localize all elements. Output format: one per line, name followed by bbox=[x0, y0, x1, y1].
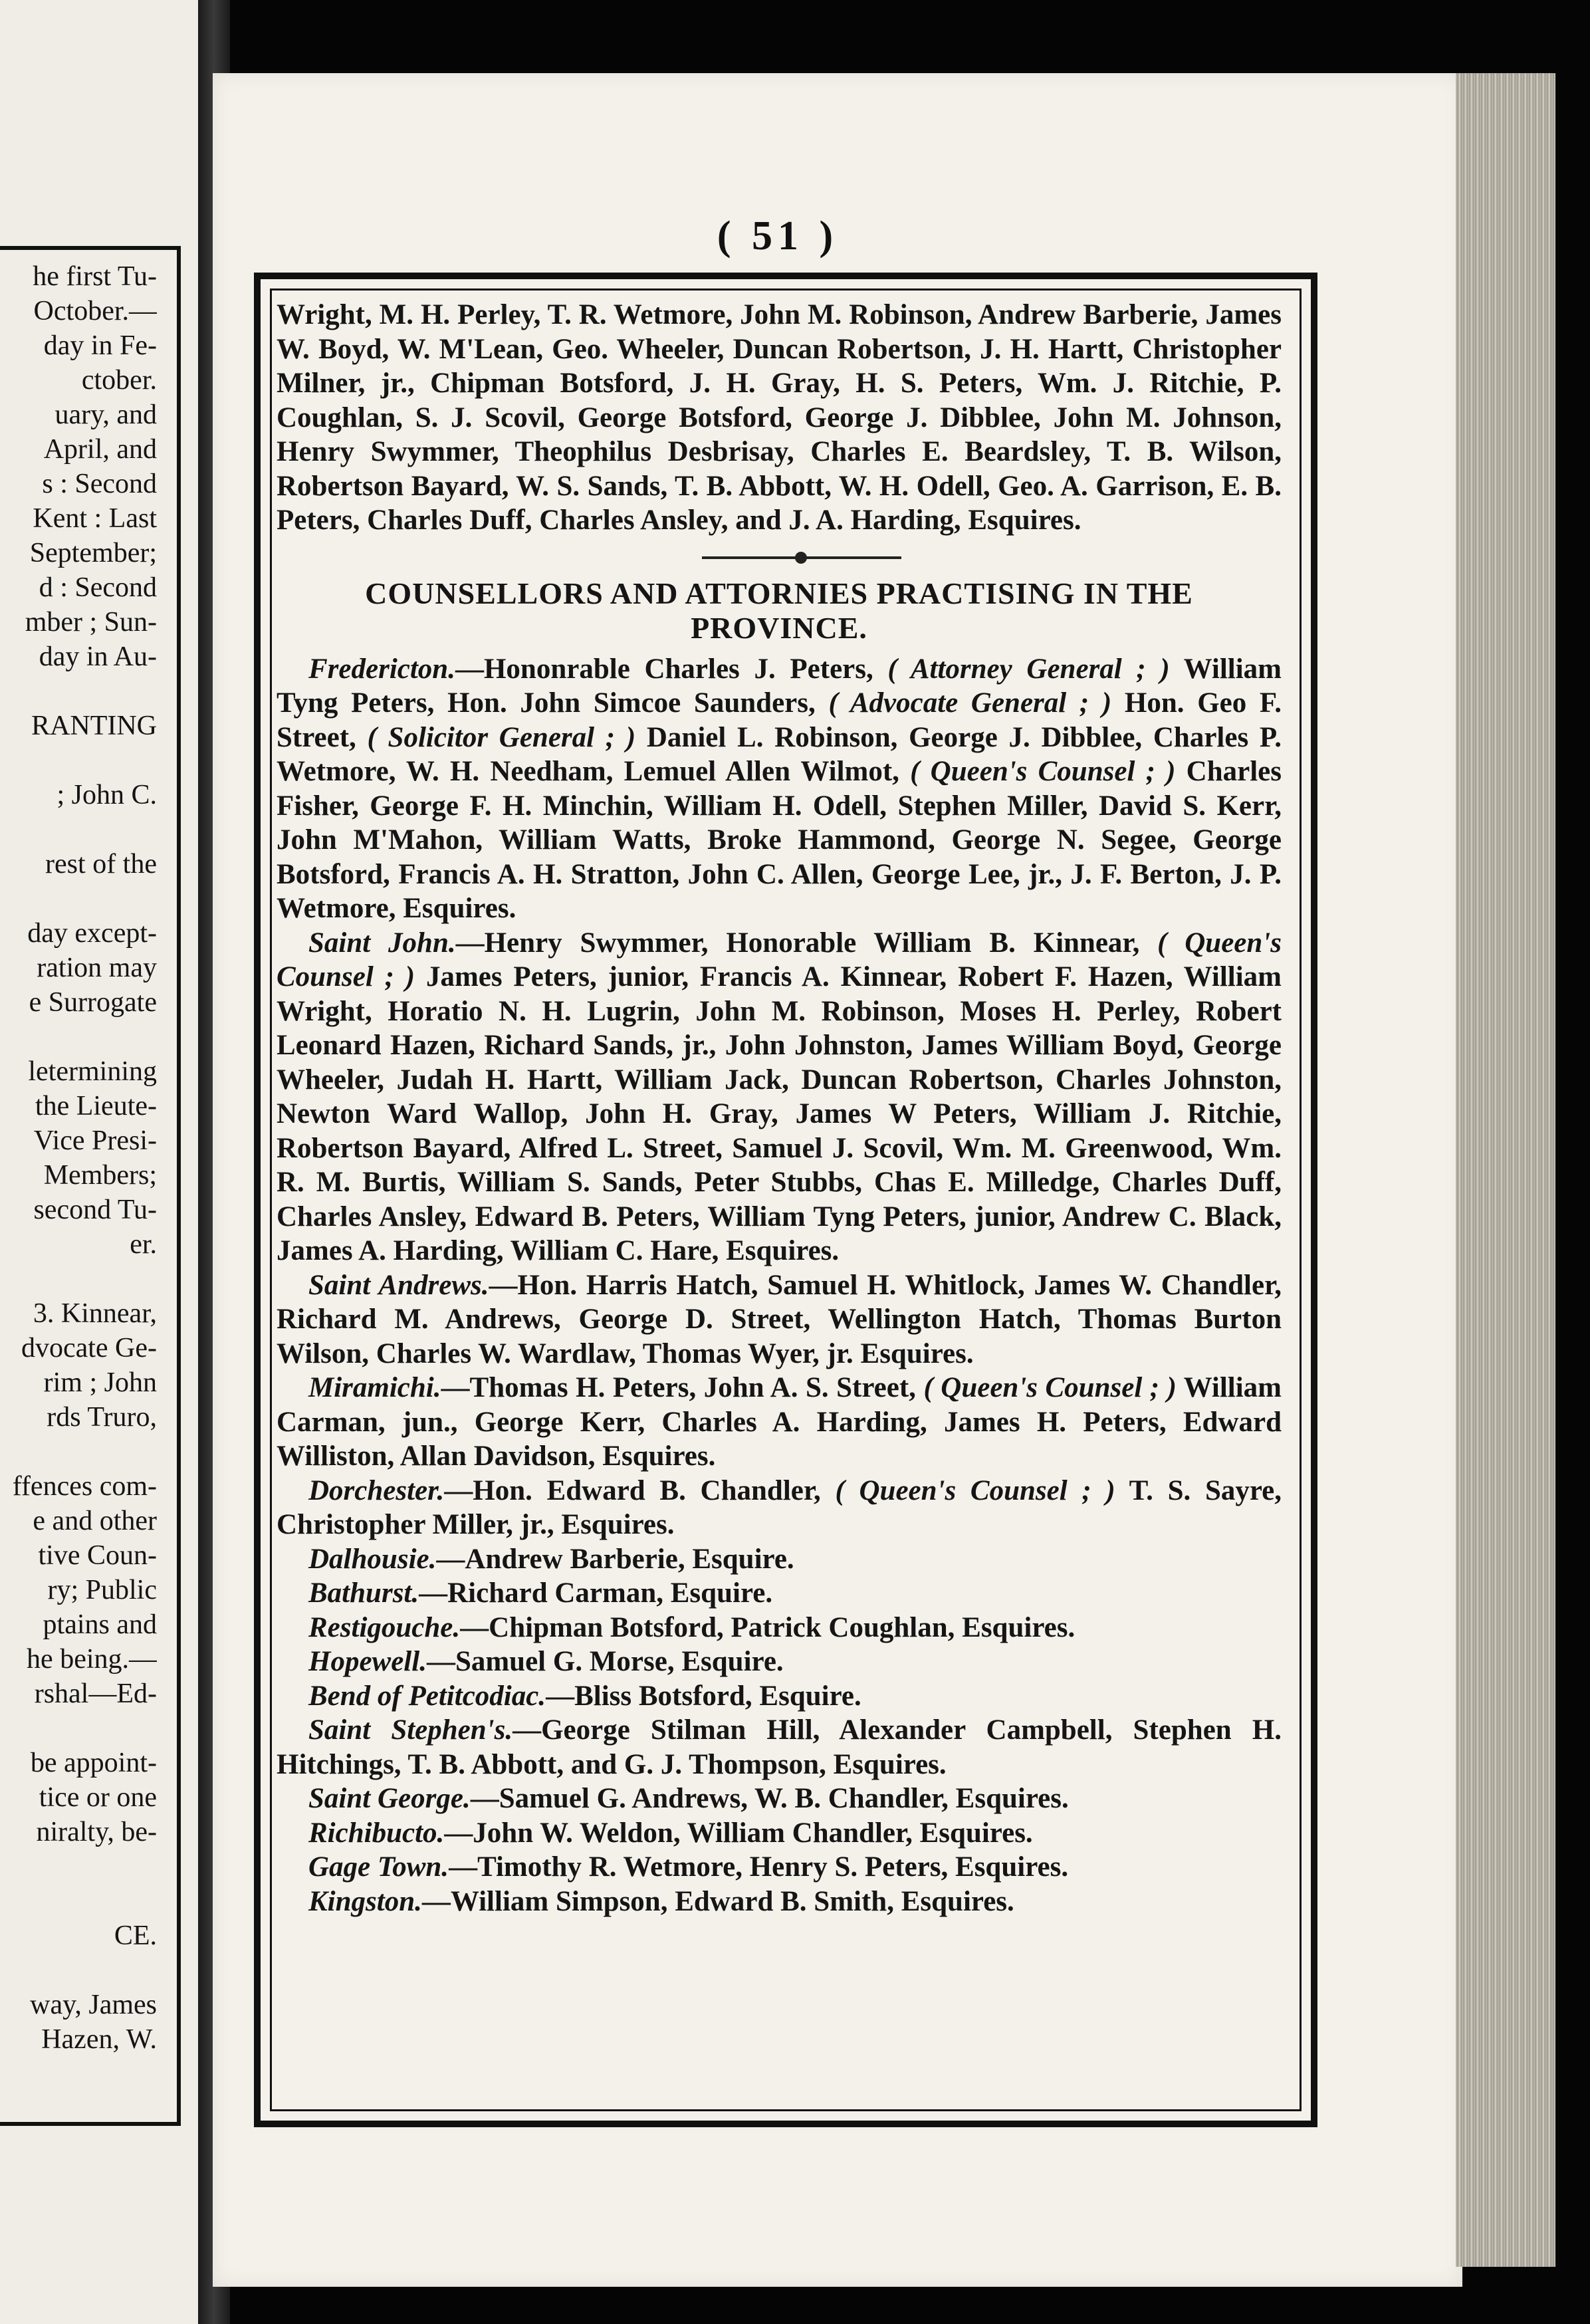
office-title: ( Queen's Counsel ; ) bbox=[277, 927, 1282, 992]
entry-text: —John W. Weldon, William Chandler, Esquires. bbox=[444, 1817, 1033, 1849]
facing-page bbox=[0, 0, 198, 2324]
counsellor-list bbox=[277, 652, 1282, 1919]
office-title: ( Queen's Counsel ; ) bbox=[910, 756, 1176, 787]
locality-entry bbox=[277, 1713, 1282, 1782]
facing-page-line: ffences com- bbox=[12, 1471, 157, 1502]
entry-text: T. S. Sayre, Christopher Miller, jr., Esquires. bbox=[277, 1474, 1282, 1540]
facing-page-line: ctober. bbox=[81, 365, 157, 396]
entry-text: —William Simpson, Edward B. Smith, Esquires. bbox=[421, 1885, 1014, 1917]
facing-page-line: September; bbox=[29, 538, 157, 568]
locality-name: Kingston. bbox=[308, 1885, 422, 1917]
facing-page-line: s : Second bbox=[42, 469, 157, 499]
entry-text: —Chipman Botsford, Patrick Coughlan, Esquires. bbox=[460, 1611, 1076, 1643]
facing-page-line: er. bbox=[130, 1229, 157, 1260]
entry-text: William Tyng Peters, Hon. John Simcoe Saunders, bbox=[277, 653, 1282, 719]
facing-page-line: rshal—Ed- bbox=[34, 1679, 157, 1709]
entry-text: —Hononrable Charles J. Peters, bbox=[455, 653, 888, 685]
entry-text: —Samuel G. Andrews, W. B. Chandler, Esquires. bbox=[470, 1783, 1069, 1814]
locality-entry bbox=[277, 1576, 1282, 1611]
facing-page-line: ptains and bbox=[43, 1609, 157, 1640]
facing-page-line: October.— bbox=[33, 296, 157, 326]
page-number: ( 51 ) bbox=[717, 213, 839, 259]
office-title: ( Advocate General ; ) bbox=[828, 687, 1112, 719]
locality-name: Miramichi. bbox=[308, 1372, 441, 1403]
facing-page-line: dvocate Ge- bbox=[21, 1333, 157, 1363]
facing-page-line: e and other bbox=[33, 1506, 157, 1536]
facing-page-line: uary, and bbox=[55, 400, 157, 430]
facing-page-line bbox=[0, 743, 157, 778]
entry-text: —Bliss Botsford, Esquire. bbox=[546, 1680, 861, 1712]
locality-entry bbox=[277, 1371, 1282, 1474]
locality-name: Saint John. bbox=[308, 927, 456, 959]
facing-page-line: tive Coun- bbox=[38, 1540, 157, 1571]
entry-text: Daniel L. Robinson, George J. Dibblee, Charles P. Wetmore, W. H. Needham, Lemuel Allen Wilmot, bbox=[277, 721, 1282, 787]
facing-page-line bbox=[0, 1262, 157, 1296]
entry-text: William Carman, jun., George Kerr, Charles A. Harding, James H. Peters, Edward Williston, Allan Davidson, Esquires. bbox=[277, 1372, 1282, 1472]
locality-name: Dalhousie. bbox=[308, 1543, 437, 1575]
locality-name: Restigouche. bbox=[308, 1611, 461, 1643]
locality-name: Dorchester. bbox=[308, 1474, 445, 1506]
entry-text: —Henry Swymmer, Honorable William B. Kinnear, bbox=[455, 927, 1158, 959]
facing-page-line: he first Tu- bbox=[33, 261, 157, 292]
facing-page-line: Hazen, W. bbox=[41, 2024, 157, 2055]
facing-page-line bbox=[0, 1849, 157, 1884]
office-title: ( Attorney General ; ) bbox=[887, 653, 1170, 685]
locality-entry bbox=[277, 1850, 1282, 1885]
facing-page-line: RANTING bbox=[31, 711, 157, 741]
locality-name: Saint Stephen's. bbox=[308, 1714, 513, 1746]
facing-page-line: e Surrogate bbox=[29, 987, 157, 1018]
facing-page-line: letermining bbox=[28, 1056, 157, 1087]
facing-page-line: niralty, be- bbox=[36, 1817, 157, 1847]
facing-page-line: mber ; Sun- bbox=[25, 607, 157, 638]
entry-text: —Thomas H. Peters, John A. S. Street, bbox=[441, 1372, 924, 1403]
entry-text: James Peters, junior, Francis A. Kinnear, Robert F. Hazen, William Wright, Horatio N. H. Lugrin, John M. Robinson, Moses H. Perley, Robert Leonard Hazen, Richard Sands, jr., John Johnston, James William Boyd, George Wheeler, Judah H. Hartt, William Jack, Duncan Robertson, Charles Johnston, Newton Ward Wallop, John H. Gray, James W Peters, William J. Ritchie, Robertson Bayard, Alfred L. Street, Samuel J. Scovil, Wm. M. Greenwood, Wm. R. M. Burtis, William S. Sands, Peter Stubbs, Chas E. Milledge, Charles Duff, Charles Ansley, Edward B. Peters, William Tyng Peters, junior, Andrew C. Black, James A. Harding, William C. Hare, Esquires. bbox=[277, 961, 1282, 1266]
facing-page-line: rds Truro, bbox=[47, 1402, 157, 1433]
facing-page-line: ry; Public bbox=[47, 1575, 157, 1605]
facing-page-line: day in Fe- bbox=[43, 330, 157, 361]
locality-name: Saint George. bbox=[308, 1783, 471, 1814]
locality-entry bbox=[277, 1611, 1282, 1645]
facing-page-line bbox=[0, 1953, 157, 1988]
facing-page-line: CE. bbox=[114, 1920, 157, 1951]
office-title: ( Queen's Counsel ; ) bbox=[923, 1372, 1177, 1403]
entry-text: —George Stilman Hill, Alexander Campbell, Stephen H. Hitchings, T. B. Abbott, and G. J. Thompson, Esquires. bbox=[277, 1714, 1282, 1780]
facing-page-line bbox=[0, 1884, 157, 1918]
facing-page-line: the Lieute- bbox=[35, 1091, 157, 1121]
locality-entry bbox=[277, 1816, 1282, 1851]
facing-page-line: second Tu- bbox=[33, 1195, 157, 1225]
facing-page-line bbox=[0, 1020, 157, 1054]
locality-entry bbox=[277, 1782, 1282, 1816]
section-heading: COUNSELLORS AND ATTORNIES PRACTISING IN THE PROVINCE. bbox=[365, 576, 1193, 645]
locality-entry bbox=[277, 1645, 1282, 1679]
facing-page-line bbox=[0, 881, 157, 916]
facing-page-line: tice or one bbox=[39, 1782, 157, 1813]
locality-name: Richibucto. bbox=[308, 1817, 445, 1849]
entry-text: —Samuel G. Morse, Esquire. bbox=[426, 1646, 784, 1677]
locality-name: Bend of Petitcodiac. bbox=[308, 1680, 546, 1712]
locality-entry bbox=[277, 1268, 1282, 1371]
facing-page-line: way, James bbox=[30, 1990, 157, 2020]
ornamental-divider bbox=[277, 544, 1282, 571]
facing-page-line: Kent : Last bbox=[33, 503, 157, 534]
locality-entry bbox=[277, 1885, 1282, 1919]
intro-paragraph: Wright, M. H. Perley, T. R. Wetmore, John M. Robinson, Andrew Barberie, James W. Boyd, W. M'Lean, Geo. Wheeler, Duncan Robertson, J. H. Hartt, Christopher Milner, jr., Chipman Botsford, J. H. Gray, H. S. Peters, Wm. J. Ritchie, P. Coughlan, S. J. Scovil, George Botsford, George J. Dibblee, John M. Johnson, Henry Swymmer, Theophilus Desbrisay, Charles E. Beardsley, T. B. Wilson, Robertson Bayard, W. S. Sands, T. B. Abbott, W. H. Odell, Geo. A. Garrison, E. B. Peters, Charles Duff, Charles Ansley, and J. A. Harding, Esquires. bbox=[277, 299, 1282, 536]
facing-page-line: d : Second bbox=[39, 572, 157, 603]
locality-name: Hopewell. bbox=[308, 1646, 427, 1677]
facing-page-line: he being.— bbox=[27, 1644, 157, 1675]
facing-page-line: rest of the bbox=[45, 849, 157, 879]
facing-page-text bbox=[0, 259, 157, 2057]
entry-text: Charles Fisher, George F. H. Minchin, William H. Odell, Stephen Miller, David S. Kerr, John M'Mahon, William Watts, Broke Hammond, George N. Segee, George Botsford, Francis A. H. Stratton, John C. Allen, George Lee, jr., J. F. Berton, J. P. Wetmore, Esquires. bbox=[277, 756, 1282, 924]
facing-page-line: be appoint- bbox=[30, 1748, 157, 1778]
facing-page-line bbox=[0, 1435, 157, 1469]
facing-page-line: day in Au- bbox=[39, 641, 157, 672]
locality-entry bbox=[277, 1474, 1282, 1542]
locality-name: Saint Andrews. bbox=[308, 1269, 489, 1301]
locality-name: Fredericton. bbox=[308, 653, 455, 685]
facing-page-line: ; John C. bbox=[57, 780, 157, 810]
office-title: ( Queen's Counsel ; ) bbox=[835, 1474, 1115, 1506]
facing-page-line: ration may bbox=[37, 953, 157, 983]
entry-text: —Hon. Edward B. Chandler, bbox=[444, 1474, 836, 1506]
entry-text: —Andrew Barberie, Esquire. bbox=[436, 1543, 794, 1575]
facing-page-line: Vice Presi- bbox=[33, 1125, 157, 1156]
page-content bbox=[277, 298, 1282, 1918]
divider-ornament bbox=[795, 552, 807, 564]
facing-page-line: 3. Kinnear, bbox=[33, 1298, 157, 1329]
entry-text: —Hon. Harris Hatch, Samuel H. Whitlock, James W. Chandler, Richard M. Andrews, George D. Street, Wellington Hatch, Thomas Burton Wilson, Charles W. Wardlaw, Thomas Wyer, jr. Esquires. bbox=[277, 1269, 1282, 1369]
office-title: ( Solicitor General ; ) bbox=[367, 721, 636, 753]
facing-page-line bbox=[0, 674, 157, 709]
page-edges bbox=[1456, 73, 1555, 2267]
locality-entry bbox=[277, 926, 1282, 1268]
facing-page-line: rim ; John bbox=[43, 1367, 157, 1398]
facing-page-line: April, and bbox=[43, 434, 157, 465]
entry-text: Hon. Geo F. Street, bbox=[277, 687, 1282, 753]
locality-entry bbox=[277, 1542, 1282, 1577]
facing-page-line bbox=[0, 1711, 157, 1746]
entry-text: —Timothy R. Wetmore, Henry S. Peters, Esquires. bbox=[449, 1851, 1069, 1883]
locality-entry bbox=[277, 1679, 1282, 1714]
locality-entry bbox=[277, 652, 1282, 926]
locality-name: Gage Town. bbox=[308, 1851, 449, 1883]
locality-name: Bathurst. bbox=[308, 1577, 419, 1609]
facing-page-line: day except- bbox=[27, 918, 157, 949]
facing-page-line bbox=[0, 812, 157, 847]
facing-page-line: Members; bbox=[43, 1160, 157, 1191]
entry-text: —Richard Carman, Esquire. bbox=[419, 1577, 773, 1609]
